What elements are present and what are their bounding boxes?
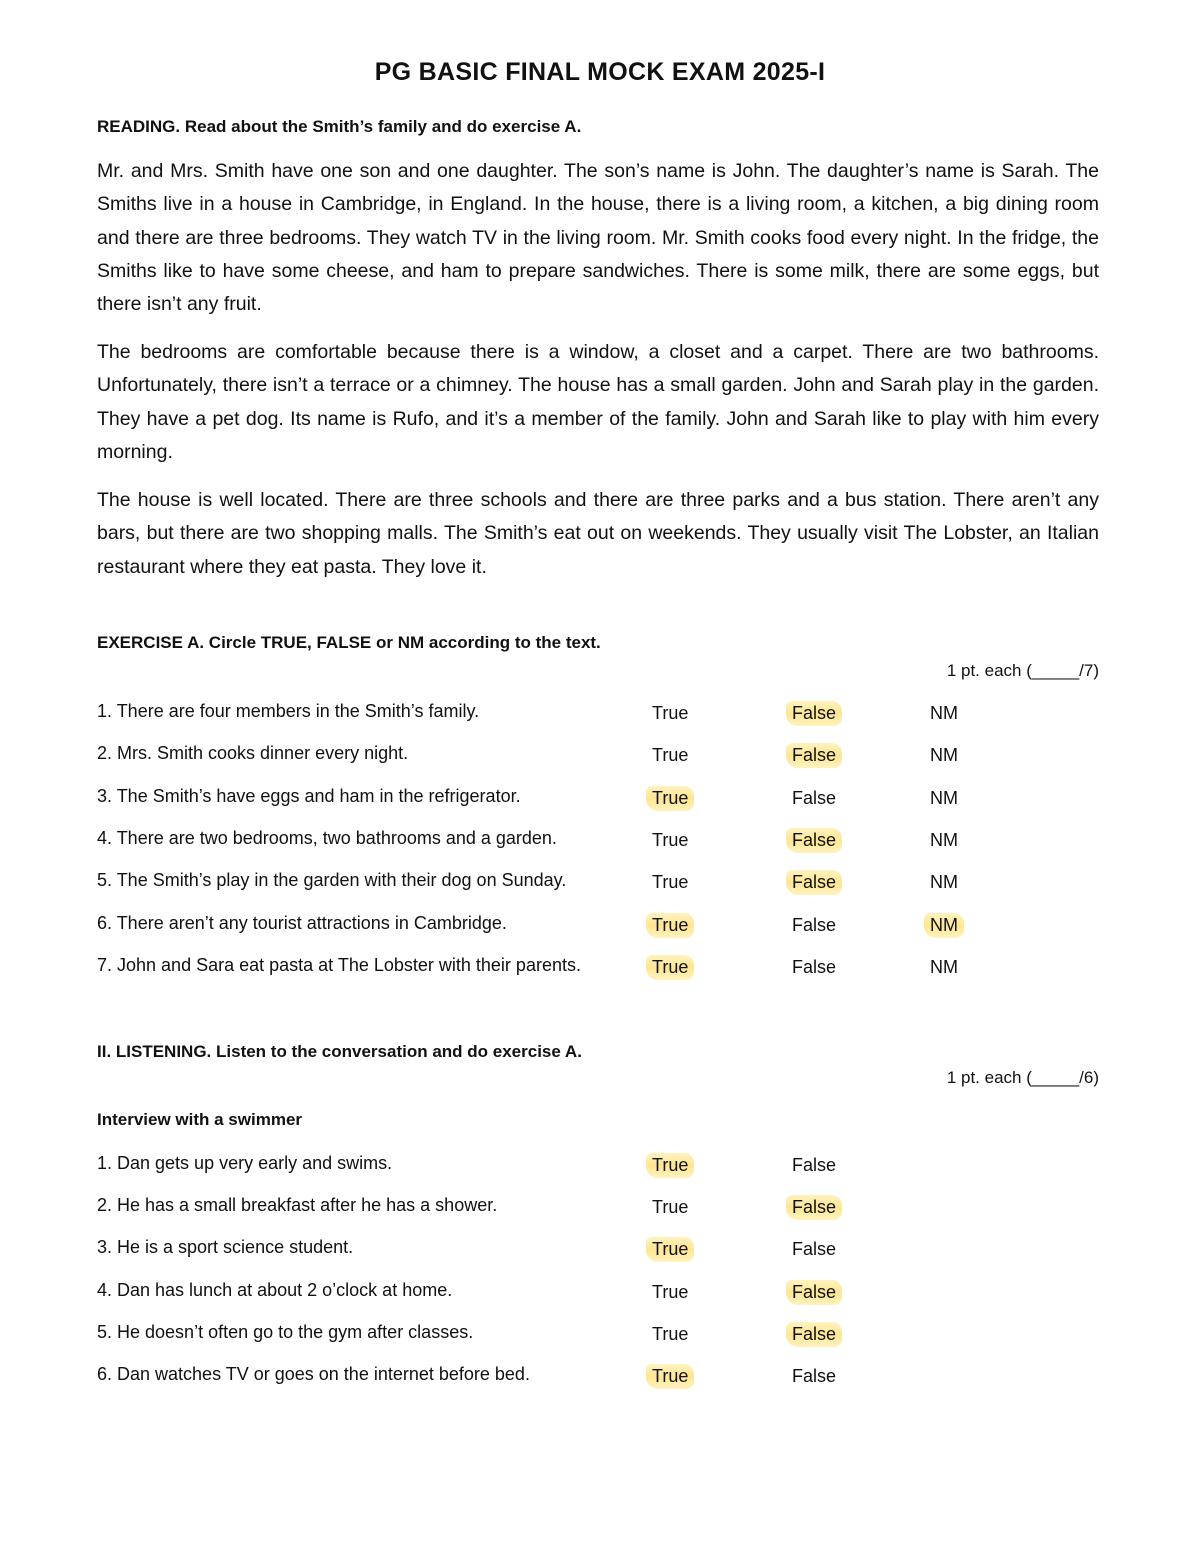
question-text: 3. The Smith’s have eggs and ham in the refrigerator. [97, 785, 521, 806]
listening-subheading: Interview with a swimmer [97, 1110, 303, 1129]
reading-paragraph-1: Mr. and Mrs. Smith have one son and one daughter. The son’s name is John. The daughter’s name is Sarah. The Smiths live in a house in Cambridge, in England. In the house, there is a living room, a kitchen, a big dining room and there are three bedrooms. They watch TV in the living room. Mr. Smith cooks food every night. In the fridge, the Smiths like to have some cheese, and ham to prepare sandwiches. There is some milk, there are some eggs, but there isn’t any fruit. [97, 160, 1099, 316]
option-true[interactable]: True [652, 829, 689, 850]
option-nm[interactable]: NM [930, 787, 958, 808]
exercise-a-question-2 [0, 743, 1200, 773]
option-true[interactable]: True [646, 913, 694, 938]
reading-heading: READING. Read about the Smith’s family and do exercise A. [97, 117, 582, 136]
option-nm[interactable]: NM [930, 745, 958, 766]
exercise-a-question-4 [0, 828, 1200, 858]
listening-question-6 [0, 1364, 1200, 1394]
option-nm[interactable]: NM [930, 829, 958, 850]
option-false[interactable]: False [792, 1239, 837, 1260]
exercise-a-score: 1 pt. each (_____/7) [946, 661, 1099, 680]
reading-paragraph-2: The bedrooms are comfortable because there is a window, a closet and a carpet. There are two bathrooms. Unfortunately, there isn’t a terrace or a chimney. The house has a small garden. John and Sarah play in the garden. They have a pet dog. Its name is Rufo, and it’s a member of the family. John and Sarah like to play with him every morning. [97, 341, 1099, 463]
option-false[interactable]: False [786, 1280, 842, 1305]
option-true[interactable]: True [652, 872, 689, 893]
question-text: 5. The Smith’s play in the garden with their dog on Sunday. [97, 870, 567, 891]
option-true[interactable]: True [646, 1153, 694, 1178]
option-nm[interactable]: NM [930, 956, 958, 977]
option-true[interactable]: True [652, 703, 689, 723]
option-true[interactable]: True [646, 1364, 694, 1389]
option-nm[interactable]: NM [930, 872, 958, 893]
option-nm[interactable]: NM [924, 913, 964, 938]
option-false[interactable]: False [786, 701, 842, 726]
option-true[interactable]: True [652, 1323, 689, 1344]
exercise-a-heading: EXERCISE A. Circle TRUE, FALSE or NM according to the text. [97, 633, 601, 652]
page-title: PG BASIC FINAL MOCK EXAM 2025-I [374, 58, 826, 86]
listening-question-1 [0, 1153, 1200, 1183]
question-text: 7. John and Sara eat pasta at The Lobster with their parents. [97, 954, 581, 975]
listening-question-3 [0, 1237, 1200, 1267]
option-false[interactable]: False [786, 743, 842, 768]
option-true[interactable]: True [646, 1237, 694, 1262]
option-false[interactable]: False [786, 1195, 842, 1220]
option-false[interactable]: False [786, 870, 842, 895]
exercise-a-question-7 [0, 955, 1200, 985]
listening-question-4 [0, 1280, 1200, 1310]
exercise-a-question-3 [0, 786, 1200, 816]
question-text: 5. He doesn’t often go to the gym after classes. [97, 1321, 474, 1342]
exercise-a-question-5 [0, 870, 1200, 900]
option-false[interactable]: False [792, 1366, 837, 1386]
option-true[interactable]: True [646, 786, 694, 811]
question-text: 3. He is a sport science student. [97, 1237, 354, 1258]
option-false[interactable]: False [786, 1322, 842, 1347]
question-text: 2. Mrs. Smith cooks dinner every night. [97, 743, 409, 764]
option-true[interactable]: True [652, 1197, 689, 1218]
option-true[interactable]: True [652, 1281, 689, 1302]
listening-question-2 [0, 1195, 1200, 1225]
option-false[interactable]: False [792, 787, 837, 808]
question-text: 1. Dan gets up very early and swims. [97, 1153, 393, 1173]
option-false[interactable]: False [786, 828, 842, 853]
option-nm[interactable]: NM [930, 703, 958, 723]
exercise-a-question-1 [0, 701, 1200, 731]
option-true[interactable]: True [652, 745, 689, 766]
option-false[interactable]: False [792, 914, 837, 935]
question-text: 6. There aren’t any tourist attractions in Cambridge. [97, 912, 507, 933]
question-text: 6. Dan watches TV or goes on the internet before bed. [97, 1364, 530, 1384]
question-text: 4. There are two bedrooms, two bathrooms and a garden. [97, 827, 557, 848]
listening-question-5 [0, 1322, 1200, 1352]
option-true[interactable]: True [646, 955, 694, 980]
option-false[interactable]: False [792, 1155, 837, 1175]
reading-paragraph-3: The house is well located. There are three schools and there are three parks and a bus station. There aren’t any bars, but there are two shopping malls. The Smith’s eat out on weekends. They usually visit The Lobster, an Italian restaurant where they eat pasta. They love it. [97, 489, 1099, 578]
listening-heading: II. LISTENING. Listen to the conversation and do exercise A. [97, 1042, 582, 1061]
option-false[interactable]: False [792, 956, 837, 977]
question-text: 4. Dan has lunch at about 2 o’clock at home. [97, 1279, 453, 1300]
question-text: 2. He has a small breakfast after he has a shower. [97, 1195, 498, 1216]
listening-score: 1 pt. each (_____/6) [946, 1068, 1099, 1087]
exercise-a-question-6 [0, 913, 1200, 943]
question-text: 1. There are four members in the Smith’s family. [97, 701, 480, 721]
